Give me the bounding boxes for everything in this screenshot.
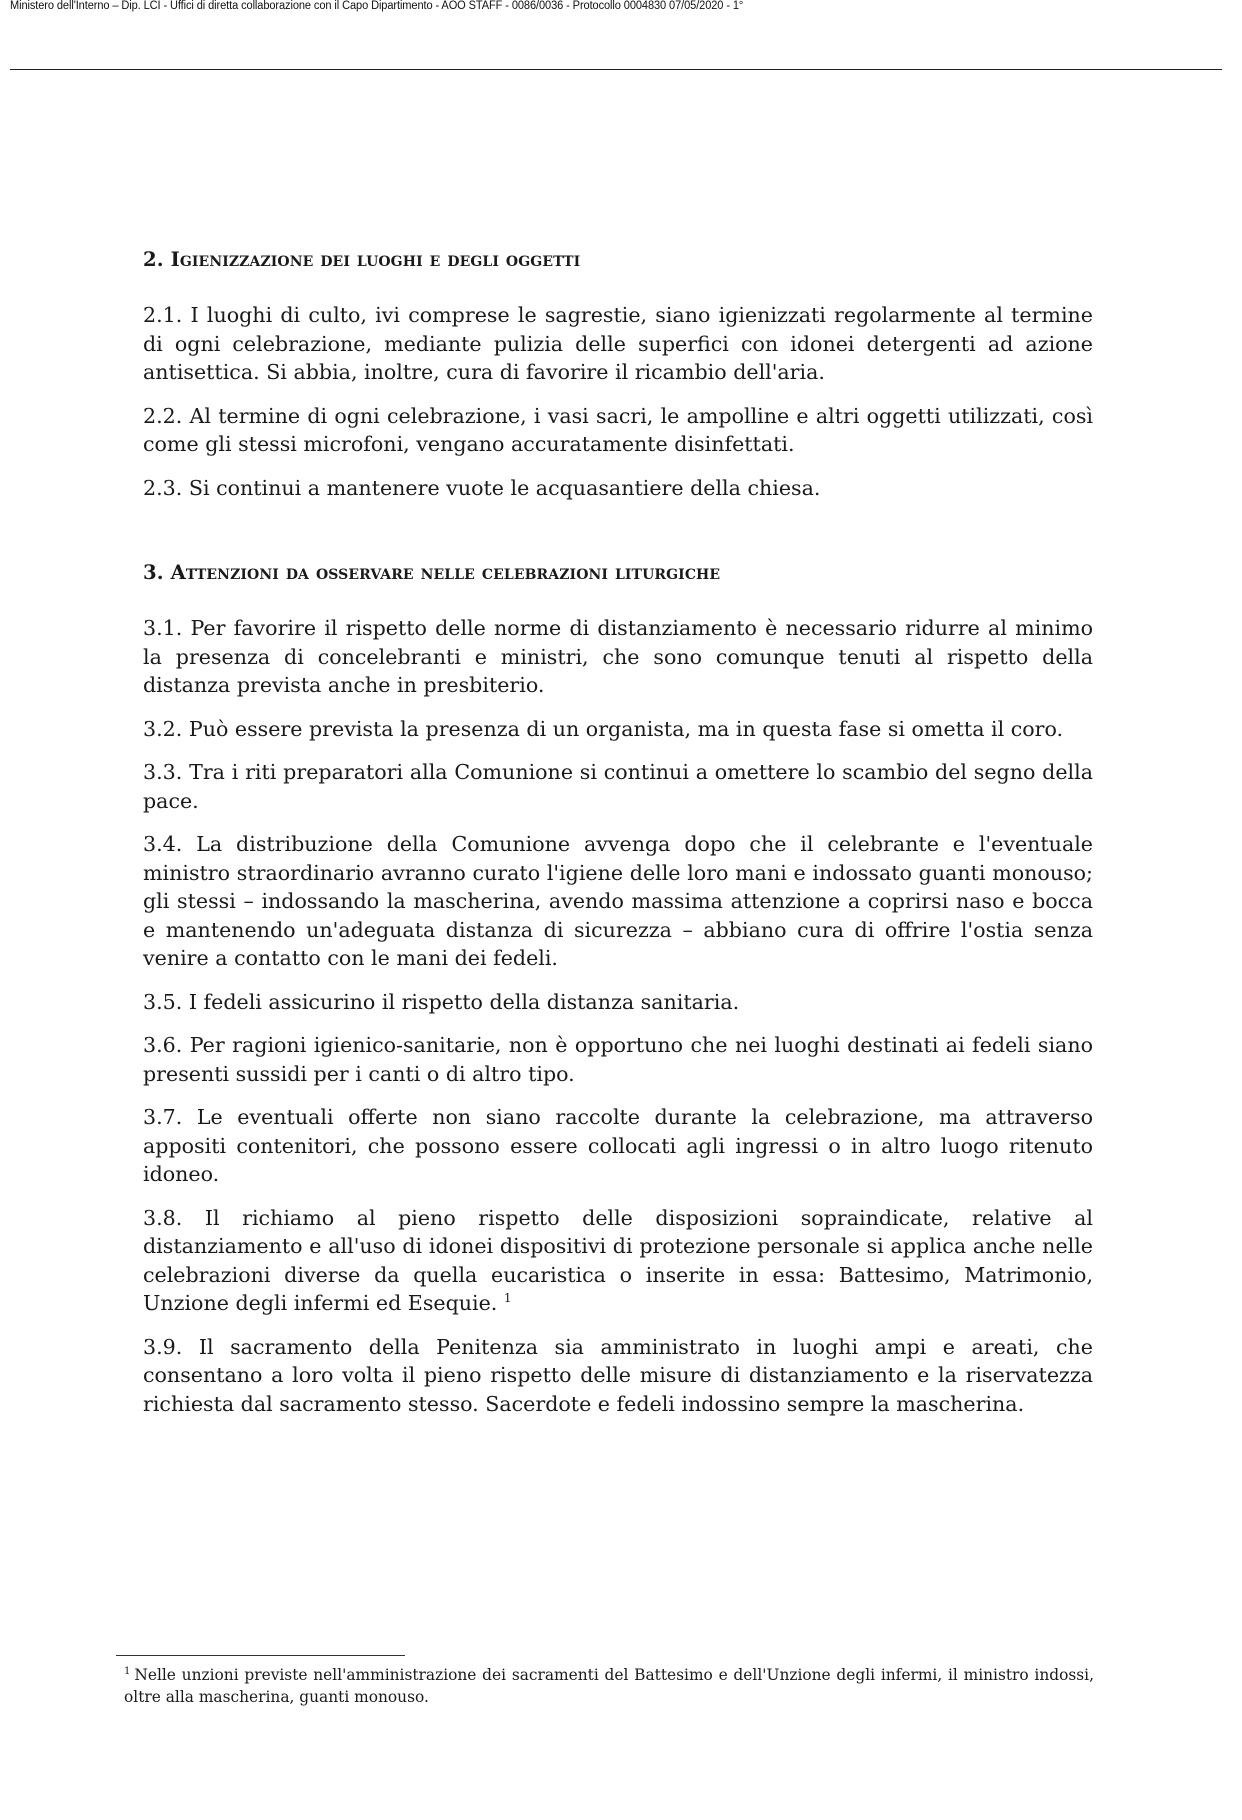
paragraph-3-6: 3.6. Per ragioni igienico-sanitarie, non è opportuno che nei luoghi destinati ai fedeli siano presenti sussidi per i canti o di altro tipo. (143, 1033, 1093, 1086)
paragraph-3-1: 3.1. Per favorire il rispetto delle norme di distanziamento è necessario ridurre al minimo la presenza di concelebranti e ministri, che sono comunque tenuti al rispetto della distanza prevista anche in presbiterio. (143, 616, 1093, 697)
section-2 (143, 246, 1093, 502)
paragraph-2-3: 2.3. Si continui a mantenere vuote le acquasantiere della chiesa. (143, 475, 821, 500)
footnote (124, 1664, 1094, 1708)
paragraph-3-8 (143, 1204, 1093, 1318)
paragraph-3-5: 3.5. I fedeli assicurino il rispetto della distanza sanitaria. (143, 989, 740, 1014)
paragraph-2-2: 2.2. Al termine di ogni celebrazione, i vasi sacri, le ampolline e altri oggetti utilizzati, così come gli stessi microfoni, vengano accuratamente disinfettati. (143, 403, 1093, 456)
footnote-divider (116, 1655, 405, 1656)
stamp-divider (10, 69, 1222, 70)
paragraph-3-3: 3.3. Tra i riti preparatori alla Comunione si continui a omettere lo scambio del segno della pace. (143, 760, 1093, 813)
paragraph-3-4: 3.4. La distribuzione della Comunione avvenga dopo che il celebrante e l'eventuale ministro straordinario avranno curato l'igiene delle loro mani e indossato guanti monouso; gli stessi – indossando la mascherina, avendo massima attenzione a coprirsi naso e bocca e mantenendo un'adeguata distanza di sicurezza – abbiano cura di offrire l'ostia senza venire a contatto con le mani dei fedeli. (143, 832, 1093, 970)
section-3 (143, 559, 1093, 1418)
footnote-marker: 1 (124, 1665, 131, 1677)
footnote-reference[interactable]: 1 (503, 1291, 512, 1306)
section-heading: 3. Attenzioni da osservare nelle celebrazioni liturgiche (143, 561, 721, 584)
document-body (143, 246, 1093, 1433)
section-heading: 2. Igienizzazione dei luoghi e degli oggetti (143, 248, 581, 271)
paragraph-2-1: 2.1. I luoghi di culto, ivi comprese le sagrestie, siano igienizzati regolarmente al termine di ogni celebrazione, mediante pulizia delle superfici con idonei detergenti ad azione antisettica. Si abbia, inoltre, cura di favorire il ricambio dell'aria. (143, 303, 1093, 384)
paragraph-3-8-text: 3.8. Il richiamo al pieno rispetto delle disposizioni sopraindicate, relative al distanziamento e all'uso di idonei dispositivi di protezione personale si applica anche nelle celebrazioni diverse da quella eucaristica o inserite in essa: Battesimo, Matrimonio, Unzione degli infermi ed Esequie. (143, 1205, 1093, 1315)
paragraph-3-2: 3.2. Può essere prevista la presenza di un organista, ma in questa fase si ometta il coro. (143, 716, 1064, 741)
paragraph-3-9: 3.9. Il sacramento della Penitenza sia amministrato in luoghi ampi e areati, che consentano a loro volta il pieno rispetto delle misure di distanziamento e la riservatezza richiesta dal sacramento stesso. Sacerdote e fedeli indossino sempre la mascherina. (143, 1334, 1093, 1416)
footnote-text: Nelle unzioni previste nell'amministrazione dei sacramenti del Battesimo e dell'Unzione degli infermi, il ministro indossi, oltre alla mascherina, guanti monouso. (124, 1666, 1094, 1706)
protocol-stamp: Ministero dell'Interno – Dip. LCI - Uffici di diretta collaborazione con il Capo Dipartimento - AOO STAFF - 0086/0036 - Protocollo 0004830 07/05/2020 - 1° (10, 0, 744, 12)
paragraph-3-7: 3.7. Le eventuali offerte non siano raccolte durante la celebrazione, ma attraverso appositi contenitori, che possono essere collocati agli ingressi o in altro luogo ritenuto idoneo. (143, 1105, 1093, 1186)
